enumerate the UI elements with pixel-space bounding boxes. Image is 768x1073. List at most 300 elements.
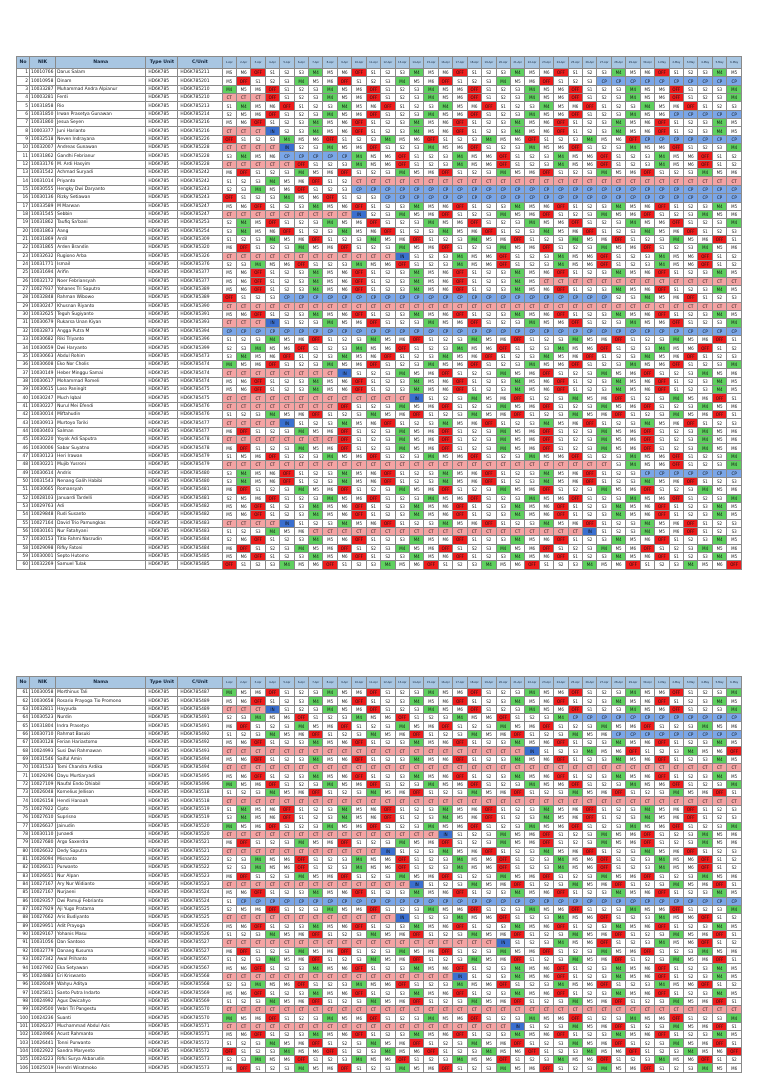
- shift-cell: CP: [496, 194, 510, 202]
- code-unit: HD6K785573: [178, 1064, 222, 1072]
- shift-cell: OFF: [655, 989, 669, 997]
- shift-cell: CP: [568, 185, 582, 193]
- shift-cell: CT: [222, 914, 236, 922]
- shift-cell: S2: [669, 486, 683, 494]
- shift-cell: M4: [395, 402, 409, 410]
- shift-cell: M4: [424, 705, 438, 713]
- shift-cell: S1: [510, 152, 524, 160]
- shift-cell: S2: [251, 135, 265, 143]
- shift-cell: M4: [626, 319, 640, 327]
- code-unit: HD6K785478: [178, 436, 222, 444]
- shift-cell: OFF: [698, 914, 712, 922]
- shift-cell: M5: [424, 697, 438, 705]
- shift-cell: M5: [655, 805, 669, 813]
- shift-cell: M5: [222, 119, 236, 127]
- shift-cell: M6: [438, 989, 452, 997]
- row-number: 106: [17, 1064, 30, 1072]
- shift-cell: OFF: [554, 889, 568, 897]
- shift-cell: S3: [554, 997, 568, 1005]
- shift-cell: M4: [655, 981, 669, 989]
- employee-name: Adi: [56, 502, 146, 510]
- shift-cell: S2: [265, 872, 279, 880]
- shift-cell: OFF: [337, 427, 351, 435]
- shift-cell: CP: [510, 185, 524, 193]
- shift-cell: M4: [236, 814, 250, 822]
- employee-name: Sandra Maryento: [56, 1047, 146, 1055]
- shift-cell: S3: [597, 964, 611, 972]
- shift-cell: M5: [352, 352, 366, 360]
- shift-cell: S1: [655, 436, 669, 444]
- employee-name: Nenang Galih Habibi: [56, 477, 146, 485]
- shift-cell: CP: [626, 194, 640, 202]
- employee-nik: 10027922: [30, 805, 56, 813]
- employee-nik: 10027937: [30, 285, 56, 293]
- shift-cell: S3: [424, 102, 438, 110]
- shift-cell: CT: [280, 972, 294, 980]
- header-day: 6-May: [727, 677, 742, 689]
- shift-cell: M6: [640, 739, 654, 747]
- header-day: 22-Apr: [525, 57, 539, 69]
- shift-cell: M5: [583, 930, 597, 938]
- shift-cell: S3: [539, 864, 553, 872]
- shift-cell: M4: [309, 119, 323, 127]
- employee-nik: 10033287: [30, 85, 56, 93]
- shift-cell: S2: [482, 755, 496, 763]
- shift-cell: M5: [554, 519, 568, 527]
- shift-cell: M6: [352, 361, 366, 369]
- shift-cell: M6: [626, 369, 640, 377]
- shift-cell: S3: [712, 705, 726, 713]
- shift-cell: M5: [366, 160, 380, 168]
- shift-cell: OFF: [712, 956, 726, 964]
- employee-name: Yohanis Masu: [56, 930, 146, 938]
- shift-cell: CT: [323, 747, 337, 755]
- row-number: 67: [17, 739, 30, 747]
- shift-cell: M4: [712, 269, 726, 277]
- shift-cell: S2: [554, 1047, 568, 1055]
- shift-cell: S2: [381, 502, 395, 510]
- shift-cell: S1: [626, 880, 640, 888]
- shift-cell: S2: [727, 939, 742, 947]
- type-unit: HD6K785: [146, 302, 178, 310]
- shift-cell: S2: [395, 780, 409, 788]
- shift-cell: M4: [611, 127, 625, 135]
- shift-cell: CT: [597, 461, 611, 469]
- shift-cell: S1: [655, 369, 669, 377]
- shift-cell: M5: [698, 1047, 712, 1055]
- shift-cell: S2: [684, 511, 698, 519]
- employee-name: Irwan Prasetya Gunawan: [56, 110, 146, 118]
- employee-nik: 10030128: [30, 739, 56, 747]
- shift-cell: M4: [410, 285, 424, 293]
- shift-cell: M5: [352, 805, 366, 813]
- shift-cell: OFF: [453, 202, 467, 210]
- shift-cell: S1: [496, 477, 510, 485]
- employee-nik: 10032873: [30, 327, 56, 335]
- shift-cell: S1: [294, 469, 308, 477]
- shift-cell: M6: [482, 855, 496, 863]
- shift-cell: M4: [395, 77, 409, 85]
- shift-cell: S2: [684, 739, 698, 747]
- code-unit: HD6K785474: [178, 361, 222, 369]
- shift-cell: S1: [482, 319, 496, 327]
- shift-cell: M5: [554, 102, 568, 110]
- shift-cell: S2: [280, 552, 294, 560]
- shift-cell: S2: [496, 85, 510, 93]
- shift-cell: CT: [727, 797, 742, 805]
- shift-cell: M4: [395, 210, 409, 218]
- shift-cell: S2: [309, 352, 323, 360]
- shift-cell: S3: [294, 310, 308, 318]
- shift-cell: CP: [712, 730, 726, 738]
- shift-cell: IN: [265, 705, 279, 713]
- shift-cell: M6: [640, 69, 654, 77]
- shift-cell: CP: [684, 110, 698, 118]
- shift-cell: M4: [453, 864, 467, 872]
- shift-cell: OFF: [309, 177, 323, 185]
- shift-cell: S3: [684, 169, 698, 177]
- shift-cell: M5: [424, 502, 438, 510]
- shift-cell: M6: [727, 169, 742, 177]
- shift-cell: S1: [712, 1056, 726, 1064]
- shift-cell: S2: [525, 1056, 539, 1064]
- shift-cell: S1: [395, 477, 409, 485]
- shift-cell: S2: [554, 561, 568, 569]
- shift-cell: M5: [381, 411, 395, 419]
- row-number: 76: [17, 814, 30, 822]
- shift-cell: M6: [236, 69, 250, 77]
- employee-name: Hendri Wiratmoko: [56, 1064, 146, 1072]
- shift-cell: OFF: [352, 755, 366, 763]
- shift-cell: M6: [236, 277, 250, 285]
- shift-cell: S3: [337, 714, 351, 722]
- shift-cell: IN: [438, 830, 452, 838]
- table-row: [17, 202, 742, 210]
- employee-name: Arifin: [56, 269, 146, 277]
- shift-cell: S1: [438, 1047, 452, 1055]
- shift-cell: S1: [727, 880, 742, 888]
- shift-cell: S3: [438, 260, 452, 268]
- shift-cell: S3: [684, 436, 698, 444]
- shift-cell: CT: [294, 747, 308, 755]
- shift-cell: OFF: [438, 947, 452, 955]
- table-row: [17, 427, 742, 435]
- shift-cell: S1: [655, 722, 669, 730]
- shift-cell: S1: [395, 227, 409, 235]
- shift-cell: S3: [323, 102, 337, 110]
- shift-cell: S3: [583, 169, 597, 177]
- shift-cell: M5: [640, 905, 654, 913]
- employee-nik: 10024966: [30, 1031, 56, 1039]
- shift-cell: S2: [323, 864, 337, 872]
- shift-cell: S1: [381, 705, 395, 713]
- shift-cell: M5: [669, 252, 683, 260]
- shift-cell: M4: [309, 1031, 323, 1039]
- shift-cell: S1: [222, 102, 236, 110]
- code-unit: HD6K785475: [178, 394, 222, 402]
- shift-cell: CT: [352, 880, 366, 888]
- shift-cell: S3: [280, 427, 294, 435]
- shift-cell: OFF: [453, 964, 467, 972]
- shift-cell: CP: [684, 897, 698, 905]
- shift-cell: M5: [510, 947, 524, 955]
- shift-cell: S3: [424, 477, 438, 485]
- shift-cell: CP: [482, 185, 496, 193]
- shift-cell: S1: [453, 722, 467, 730]
- shift-cell: OFF: [251, 922, 265, 930]
- row-number: 42: [17, 411, 30, 419]
- shift-cell: S2: [366, 722, 380, 730]
- shift-cell: M4: [294, 486, 308, 494]
- shift-cell: S2: [366, 872, 380, 880]
- shift-cell: M6: [294, 235, 308, 243]
- shift-cell: S2: [626, 939, 640, 947]
- shift-cell: S2: [424, 252, 438, 260]
- shift-cell: S2: [496, 689, 510, 697]
- shift-cell: OFF: [640, 486, 654, 494]
- shift-cell: M5: [280, 789, 294, 797]
- shift-cell: OFF: [554, 310, 568, 318]
- shift-cell: M4: [727, 319, 742, 327]
- shift-cell: M6: [438, 310, 452, 318]
- shift-cell: CP: [424, 294, 438, 302]
- shift-cell: S1: [626, 336, 640, 344]
- shift-cell: M6: [655, 144, 669, 152]
- shift-cell: S3: [453, 411, 467, 419]
- shift-cell: S3: [698, 536, 712, 544]
- shift-cell: M4: [467, 997, 481, 1005]
- table-row: [17, 705, 742, 713]
- code-unit: HD6K785482: [178, 511, 222, 519]
- shift-cell: S1: [568, 772, 582, 780]
- shift-cell: S2: [611, 419, 625, 427]
- shift-cell: OFF: [337, 1064, 351, 1072]
- shift-cell: S2: [539, 235, 553, 243]
- shift-cell: S2: [669, 169, 683, 177]
- row-number: 94: [17, 964, 30, 972]
- employee-nik: 10027929: [30, 905, 56, 913]
- row-number: 77: [17, 822, 30, 830]
- shift-cell: OFF: [583, 227, 597, 235]
- shift-cell: M6: [554, 94, 568, 102]
- shift-cell: S2: [438, 235, 452, 243]
- shift-cell: S1: [698, 102, 712, 110]
- shift-cell: CT: [222, 461, 236, 469]
- shift-cell: M6: [395, 1039, 409, 1047]
- shift-cell: M4: [510, 1031, 524, 1039]
- shift-cell: S2: [539, 1039, 553, 1047]
- shift-cell: S2: [684, 972, 698, 980]
- shift-cell: S1: [222, 805, 236, 813]
- code-unit: HD6K785526: [178, 930, 222, 938]
- row-number: 35: [17, 352, 30, 360]
- shift-cell: OFF: [467, 822, 481, 830]
- shift-cell: M4: [698, 444, 712, 452]
- table-row: [17, 544, 742, 552]
- shift-cell: OFF: [265, 94, 279, 102]
- shift-cell: CT: [381, 747, 395, 755]
- table-row: [17, 110, 742, 118]
- shift-cell: CP: [626, 327, 640, 335]
- shift-cell: OFF: [698, 344, 712, 352]
- shift-cell: S2: [655, 747, 669, 755]
- shift-cell: S1: [265, 69, 279, 77]
- shift-cell: M5: [438, 85, 452, 93]
- shift-cell: M5: [236, 822, 250, 830]
- shift-cell: OFF: [236, 544, 250, 552]
- shift-cell: S3: [655, 411, 669, 419]
- shift-cell: M5: [309, 444, 323, 452]
- shift-cell: S2: [525, 152, 539, 160]
- shift-cell: M5: [655, 519, 669, 527]
- shift-cell: S2: [583, 964, 597, 972]
- shift-cell: S3: [583, 436, 597, 444]
- shift-cell: S2: [539, 997, 553, 1005]
- type-unit: HD6K785: [146, 502, 178, 510]
- shift-cell: M5: [438, 494, 452, 502]
- shift-cell: OFF: [251, 502, 265, 510]
- shift-cell: M5: [712, 169, 726, 177]
- shift-cell: M5: [323, 127, 337, 135]
- type-unit: HD6K785: [146, 914, 178, 922]
- code-unit: HD6K785476: [178, 402, 222, 410]
- shift-cell: M6: [712, 561, 726, 569]
- code-unit: HD6K785377: [178, 269, 222, 277]
- shift-cell: S2: [539, 730, 553, 738]
- employee-name: Yoyok Adi Saputra: [56, 436, 146, 444]
- shift-cell: S1: [366, 755, 380, 763]
- shift-cell: S3: [684, 1064, 698, 1072]
- shift-cell: S1: [453, 830, 467, 838]
- shift-cell: S2: [236, 930, 250, 938]
- shift-cell: M4: [583, 1047, 597, 1055]
- shift-cell: S2: [684, 310, 698, 318]
- shift-cell: S2: [482, 989, 496, 997]
- shift-cell: M4: [525, 85, 539, 93]
- type-unit: HD6K785: [146, 764, 178, 772]
- shift-cell: M5: [381, 997, 395, 1005]
- shift-cell: S1: [655, 839, 669, 847]
- shift-cell: M4: [698, 436, 712, 444]
- shift-cell: S3: [280, 244, 294, 252]
- shift-cell: S2: [669, 839, 683, 847]
- shift-cell: CT: [438, 939, 452, 947]
- row-number: 101: [17, 1022, 30, 1030]
- shift-cell: S3: [597, 1031, 611, 1039]
- shift-cell: CT: [323, 880, 337, 888]
- shift-cell: S3: [727, 527, 742, 535]
- shift-cell: S2: [597, 319, 611, 327]
- shift-cell: S1: [510, 260, 524, 268]
- shift-cell: OFF: [482, 477, 496, 485]
- table-row: [17, 872, 742, 880]
- table-row: [17, 739, 742, 747]
- shift-cell: S1: [539, 561, 553, 569]
- shift-cell: S3: [294, 922, 308, 930]
- shift-cell: S3: [395, 310, 409, 318]
- employee-name: Rio: [56, 102, 146, 110]
- shift-cell: CT: [236, 252, 250, 260]
- shift-cell: S3: [496, 377, 510, 385]
- shift-cell: S1: [337, 135, 351, 143]
- shift-cell: S1: [568, 739, 582, 747]
- shift-cell: S1: [655, 210, 669, 218]
- shift-cell: S3: [337, 855, 351, 863]
- shift-cell: S3: [611, 780, 625, 788]
- employee-name: Tomi Chandra Ardika: [56, 764, 146, 772]
- shift-cell: S2: [698, 780, 712, 788]
- shift-cell: M5: [583, 789, 597, 797]
- shift-cell: OFF: [669, 461, 683, 469]
- code-unit: HD6K785524: [178, 889, 222, 897]
- shift-cell: S1: [467, 269, 481, 277]
- shift-cell: S3: [280, 169, 294, 177]
- shift-cell: S3: [684, 830, 698, 838]
- shift-cell: CT: [410, 797, 424, 805]
- shift-cell: OFF: [251, 697, 265, 705]
- shift-cell: S3: [611, 905, 625, 913]
- shift-cell: S2: [496, 110, 510, 118]
- shift-cell: S2: [669, 244, 683, 252]
- table-row: [17, 527, 742, 535]
- shift-cell: M5: [539, 94, 553, 102]
- shift-cell: CT: [539, 764, 553, 772]
- shift-cell: S3: [222, 227, 236, 235]
- shift-cell: S3: [453, 997, 467, 1005]
- shift-cell: M5: [611, 210, 625, 218]
- shift-cell: S3: [510, 905, 524, 913]
- shift-cell: S2: [222, 110, 236, 118]
- shift-cell: M5: [727, 972, 742, 980]
- shift-cell: M5: [626, 739, 640, 747]
- shift-cell: S3: [496, 502, 510, 510]
- row-number: 81: [17, 855, 30, 863]
- shift-cell: S2: [410, 352, 424, 360]
- shift-cell: S3: [424, 227, 438, 235]
- shift-cell: S2: [265, 1064, 279, 1072]
- shift-cell: S2: [583, 511, 597, 519]
- shift-cell: OFF: [395, 152, 409, 160]
- shift-cell: CT: [496, 461, 510, 469]
- shift-cell: M6: [222, 544, 236, 552]
- shift-cell: M5: [684, 411, 698, 419]
- table-row: [17, 797, 742, 805]
- shift-cell: OFF: [294, 260, 308, 268]
- shift-cell: M4: [669, 956, 683, 964]
- shift-cell: M5: [727, 772, 742, 780]
- shift-cell: M5: [366, 981, 380, 989]
- shift-cell: M5: [626, 377, 640, 385]
- shift-cell: S2: [467, 369, 481, 377]
- row-number: 29: [17, 302, 30, 310]
- shift-cell: M5: [236, 689, 250, 697]
- shift-cell: M5: [655, 227, 669, 235]
- shift-cell: S3: [337, 260, 351, 268]
- shift-cell: CT: [510, 797, 524, 805]
- shift-cell: CT: [539, 277, 553, 285]
- shift-cell: OFF: [251, 377, 265, 385]
- code-unit: HD6K785243: [178, 185, 222, 193]
- shift-cell: M5: [482, 997, 496, 1005]
- shift-cell: OFF: [453, 739, 467, 747]
- row-number: 105: [17, 1056, 30, 1064]
- code-unit: HD6K785214: [178, 110, 222, 118]
- shift-cell: S3: [597, 269, 611, 277]
- shift-cell: S3: [381, 436, 395, 444]
- shift-cell: S3: [280, 77, 294, 85]
- shift-cell: S3: [583, 544, 597, 552]
- shift-cell: OFF: [554, 772, 568, 780]
